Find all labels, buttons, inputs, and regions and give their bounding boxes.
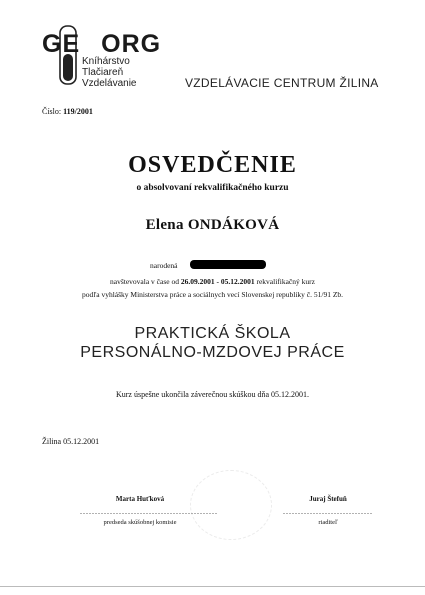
- program-name: [0, 324, 425, 362]
- person-last-name: ONDÁKOVÁ: [187, 217, 280, 233]
- attended-prefix: navštevovala v čase od: [110, 277, 179, 286]
- logo-text-right: ORG: [101, 30, 162, 58]
- logo-text-left: GE: [42, 30, 81, 58]
- signatory-name: Marta Huťková: [115, 495, 165, 503]
- place-date: Žilina 05.12.2001: [42, 437, 100, 446]
- program-line: PERSONÁLNO-MZDOVEJ PRÁCE: [80, 344, 345, 361]
- logo-sub-line: Vzdelávanie: [82, 78, 137, 89]
- regulation-line: podľa vyhlášky Ministerstva práce a sociálnych vecí Slovenskej republiky č. 51/91 Zb.: [81, 290, 344, 299]
- date-range: 26.09.2001 - 05.12.2001: [180, 277, 255, 286]
- attendance-line: [0, 277, 425, 286]
- company-logo: [42, 30, 161, 59]
- signature-line: ..............................: [283, 507, 373, 516]
- signatory-role: predseda skúšobnej komisie: [103, 519, 177, 526]
- attended-suffix: rekvalifikačný kurz: [256, 277, 315, 286]
- signature-block-chair: [80, 495, 218, 526]
- signatory-name: Juraj Štefuň: [309, 495, 347, 503]
- number-value: 119/2001: [63, 107, 93, 116]
- page-edge-line: [0, 586, 425, 587]
- signatory-role: riaditeľ: [318, 519, 338, 526]
- signature-line: ..............................................: [80, 507, 218, 516]
- redacted-birthdate: [190, 260, 266, 269]
- logo-sub-line: Kníhárstvo: [82, 56, 130, 67]
- logo-sub-line: Tlačiareň: [82, 67, 124, 78]
- born-label: narodená: [150, 261, 178, 270]
- certificate-number: [42, 107, 93, 116]
- document-title: OSVEDČENIE: [128, 152, 297, 178]
- program-line: PRAKTICKÁ ŠKOLA: [134, 325, 291, 342]
- document-subtitle: o absolvovaní rekvalifikačného kurzu: [136, 183, 289, 193]
- official-stamp: [190, 470, 272, 540]
- signature-block-director: [283, 495, 373, 526]
- person-name: [0, 217, 425, 234]
- exam-statement: Kurz úspešne ukončila záverečnou skúškou dňa 05.12.2001.: [115, 390, 310, 399]
- center-name: VZDELÁVACIE CENTRUM ŽILINA: [185, 76, 379, 90]
- number-label: Číslo:: [42, 107, 62, 116]
- logo-subtitle: [82, 56, 136, 89]
- person-first-name: Elena: [145, 217, 184, 233]
